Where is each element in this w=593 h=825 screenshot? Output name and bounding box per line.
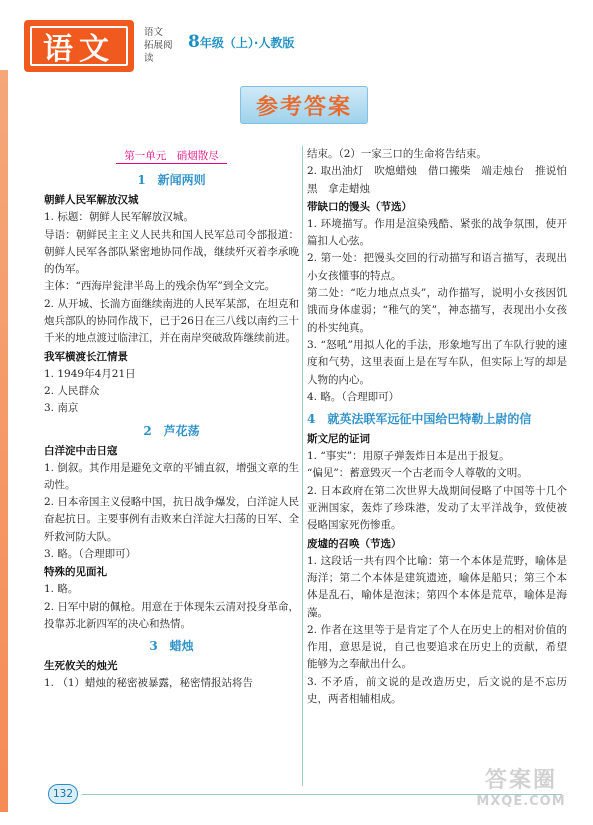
section-title: 废墟的召唤（节选） [307, 537, 402, 550]
grade-label [188, 32, 294, 52]
answer-paragraph: 1. 略。 [44, 583, 79, 596]
grade-number: 8 [188, 32, 200, 52]
watermark [461, 763, 581, 817]
answer-paragraph: 3. “怒吼”用拟人化的手法，形象地写出了车队行驶的速度和气势，这里表面上是在写车队，但实际上写的却是人物的内心。 [307, 338, 567, 386]
lesson-title-2: 2 芦花荡 [143, 423, 200, 438]
header [10, 8, 583, 70]
section-title: 朝鲜人民军解放汉城 [44, 194, 139, 207]
answer-paragraph: 1. （1）蜡烛的秘密被暴露，秘密情报站将告 [44, 677, 254, 690]
answer-paragraph: 1. 倒叙。其作用是避免文章的平铺直叙，增强文章的生动性。 [44, 461, 299, 491]
answer-paragraph: 3. 不矛盾，前文说的是改造历史，后文说的是不忘历史，两者相辅相成。 [307, 675, 567, 706]
answer-paragraph: 导语：朝鲜民主主义人民共和国人民军总司令部报道：朝鲜人民军各部队紧密地协同作战，继续歼灭着李承晚的伪军。 [44, 228, 299, 276]
section-title: 带缺口的馒头（节选） [307, 200, 412, 213]
answer-paragraph: 2. 人民群众 [44, 384, 100, 397]
answer-paragraph: 第二处：“吃力地点点头”，动作描写，说明小女孩因饥饿而身体虚弱；“稚气的笑”，神态描写，表现出小女孩的朴实纯真。 [307, 287, 567, 334]
unit-title: 第一单元 硝烟散尽 [44, 148, 299, 165]
watermark-url: MXQE.COM [476, 794, 566, 809]
answer-paragraph: 1. “事实”：用原子弹轰炸日本是出于报复。 [307, 450, 510, 463]
answer-paragraph: 3. 略。（合理即可） [44, 548, 137, 561]
section-title: 我军横渡长江情景 [44, 350, 128, 363]
answer-paragraph: 3. 南京 [44, 402, 79, 415]
answer-paragraph: 2. 日军中尉的佩枪。用意在于体现朱云清对投身革命，投靠苏北新四军的决心和热情。 [44, 600, 299, 630]
answer-paragraph: 2. 日本政府在第二次世界大战期间侵略了中国等十几个亚洲国家，轰炸了珍珠港，发动了太平洋战争，致使被侵略国家死伤惨重。 [307, 484, 567, 532]
lesson-title-3: 3 蜡烛 [149, 639, 194, 654]
lesson-title-1: 1 新闻两则 [137, 173, 206, 188]
answer-paragraph: “偏见”：蓄意毁灭一个古老而令人尊敬的文明。 [307, 467, 528, 480]
series-line-1: 语文 [144, 27, 164, 38]
answer-paragraph: 1. 1949年4月21日 [44, 367, 136, 380]
answer-paragraph: 1. 这段话一共有四个比喻：第一个本体是荒野，喻体是海洋；第二个本体是建筑遗迹，喻体是船只；第三个本体是乱石，喻体是泡沫；第四个本体是荒草，喻体是海藻。 [307, 554, 567, 619]
series-name [144, 26, 180, 65]
answer-paragraph: 2. 第一处：把馒头交回的行动描写和语言描写，表现出小女孩懂事的特点。 [307, 252, 567, 282]
lesson-title-4: 4 就英法联军远征中国给巴特勒上尉的信 [307, 412, 532, 427]
decorative-side-band [0, 70, 8, 812]
page-number: 132 [48, 784, 78, 804]
left-column [44, 146, 299, 693]
answer-paragraph: 2. 作者在这里等于是肯定了个人在历史上的相对价值的作用，意思是说，自己也要追求在历史上的贡献，希望能够为之奉献出什么。 [307, 623, 567, 671]
right-column [307, 146, 567, 708]
section-title: 斯文尼的证词 [307, 433, 370, 446]
answer-paragraph: 2. 取出油灯 吹熄蜡烛 借口搬柴 端走烛台 推说怕黑 拿走蜡烛 [307, 165, 567, 195]
answer-paragraph: 主体：“西海岸瓮津半岛上的残余伪军”到全文完。 [44, 280, 276, 293]
answer-paragraph: 1. 环境描写。作用是渲染残酷、紧张的战争氛围，使开篇扣人心弦。 [307, 217, 567, 248]
subject-badge [24, 20, 134, 72]
page-title: 参考答案 [240, 86, 368, 124]
answer-paragraph: 1. 标题：朝鲜人民军解放汉城。 [44, 211, 194, 224]
section-title: 白洋淀中击日寇 [44, 444, 118, 457]
grade-text: 年级（上）·人教版 [199, 36, 295, 50]
answer-paragraph: 结束。（2）一家三口的生命将告结束。 [307, 148, 487, 160]
section-title: 生死攸关的烛光 [44, 660, 118, 673]
answer-paragraph: 4. 略。（合理即可） [307, 390, 400, 403]
subject-label: 语文 [30, 26, 128, 66]
section-title: 特殊的见面礼 [44, 566, 107, 579]
series-line-2: 拓展阅读 [144, 40, 173, 64]
column-divider [302, 146, 303, 786]
answer-paragraph: 2. 从开城、长湍方面继续南进的人民军某部，在坦克和炮兵部队的协同作战下，已于26日在三八线以南约三十千米的地点渡过临津江，并在南岸突破敌阵继续前进。 [44, 297, 299, 345]
answer-paragraph: 2. 日本帝国主义侵略中国，抗日战争爆发，白洋淀人民奋起抗日。主要事例有击败来白洋淀大扫荡的日军、全歼救河防大队。 [44, 496, 299, 543]
watermark-text: 答案圈 [484, 768, 557, 793]
